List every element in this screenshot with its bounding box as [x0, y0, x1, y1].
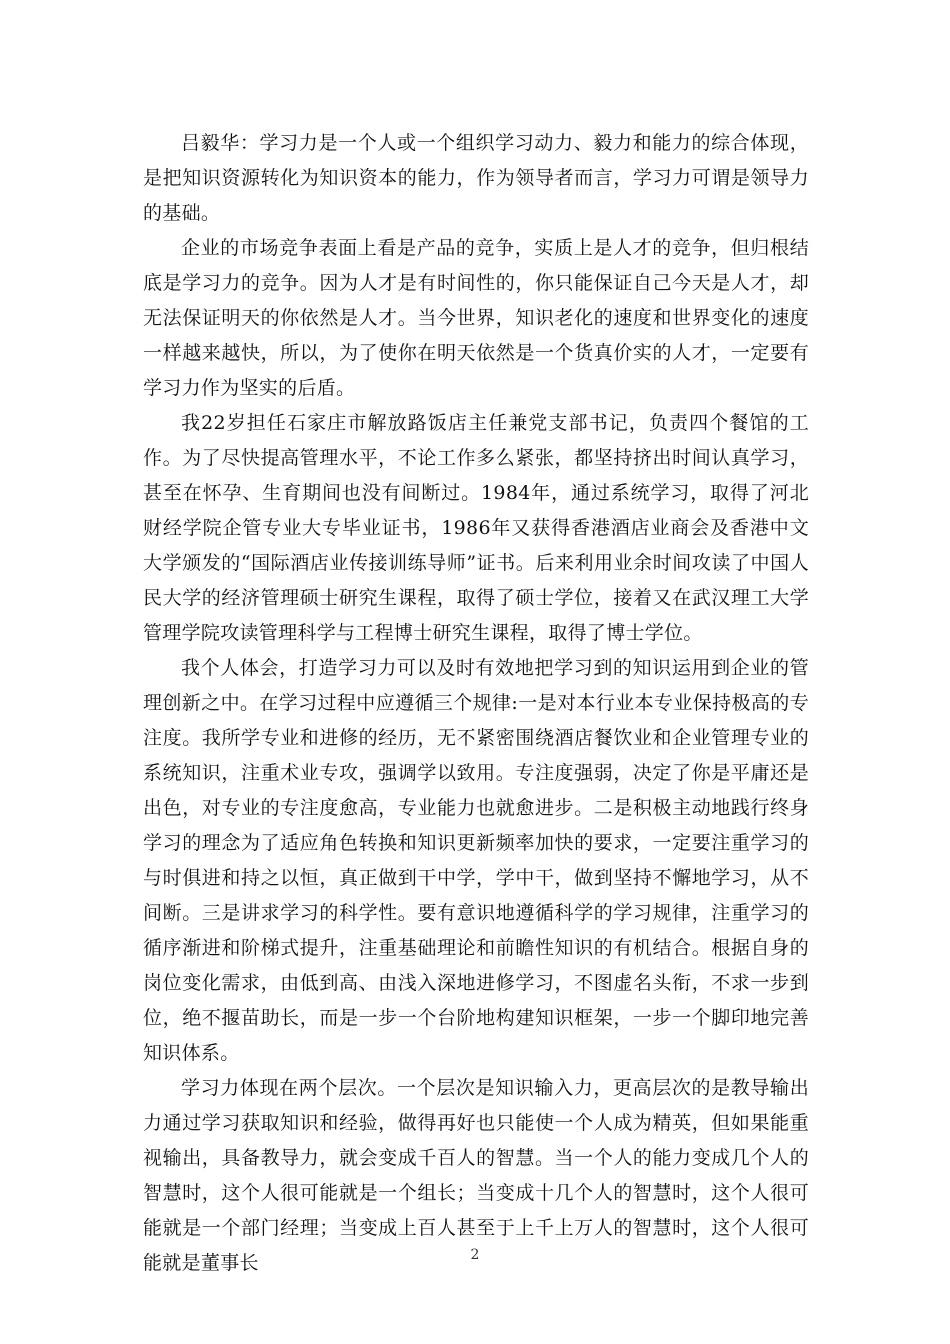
paragraph-3: 我22岁担任石家庄市解放路饭店主任兼党支部书记，负责四个餐馆的工作。为了尽快提高管理水平，不论工作多么紧张，都坚持挤出时间认真学习，甚至在怀孕、生育期间也没有间断过。1984年，通过系统学习，取得了河北财经学院企管专业大专毕业证书，1986年又获得香港酒店业商会及香港中文大学颁发的“国际酒店业传接训练导师”证书。后来利用业余时间攻读了中国人民大学的经济管理硕士研究生课程，取得了硕士学位，接着又在武汉理工大学管理学院攻读管理科学与工程博士研究生课程，取得了博士学位。	[143, 412, 809, 644]
paragraph-5: 学习力体现在两个层次。一个层次是知识输入力，更高层次的是教导输出力通过学习获取知识和经验，做得再好也只能使一个人成为精英，但如果能重视输出，具备教导力，就会变成千百人的智慧。当一个人的能力变成几个人的智慧时，这个人很可能就是一个组长；当变成十几个人的智慧时，这个人很可能就是一个部门经理；当变成上百人甚至于上千上万人的智慧时，这个人很可能就是董事长	[143, 1077, 809, 1274]
paragraph-1: 吕毅华：学习力是一个人或一个组织学习动力、毅力和能力的综合体现，是把知识资源转化为知识资本的能力，作为领导者而言，学习力可谓是领导力的基础。	[143, 132, 809, 224]
paragraph-2: 企业的市场竞争表面上看是产品的竞争，实质上是人才的竞争，但归根结底是学习力的竞争。因为人才是有时间性的，你只能保证自己今天是人才，却无法保证明天的你依然是人才。当今世界，知识老化的速度和世界变化的速度一样越来越快，所以，为了使你在明天依然是一个货真价实的人才，一定要有学习力作为坚实的后盾。	[143, 237, 809, 399]
page-number: 2	[470, 1247, 480, 1263]
document-body	[143, 126, 809, 1281]
paragraph-4: 我个人体会，打造学习力可以及时有效地把学习到的知识运用到企业的管理创新之中。在学习过程中应遵循三个规律:一是对本行业本专业保持极高的专注度。我所学专业和进修的经历，无不紧密围绕酒店餐饮业和企业管理专业的系统知识，注重术业专攻，强调学以致用。专注度强弱，决定了你是平庸还是出色，对专业的专注度愈高，专业能力也就愈进步。二是积极主动地践行终身学习的理念为了适应角色转换和知识更新频率加快的要求，一定要注重学习的与时俱进和持之以恒，真正做到干中学，学中干，做到坚持不懈地学习，从不间断。三是讲求学习的科学性。要有意识地遵循科学的学习规律，注重学习的循序渐进和阶梯式提升，注重基础理论和前瞻性知识的有机结合。根据自身的岗位变化需求，由低到高、由浅入深地进修学习，不图虚名头衔，不求一步到位，绝不揠苗助长，而是一步一个台阶地构建知识框架，一步一个脚印地完善知识体系。	[143, 657, 809, 1064]
